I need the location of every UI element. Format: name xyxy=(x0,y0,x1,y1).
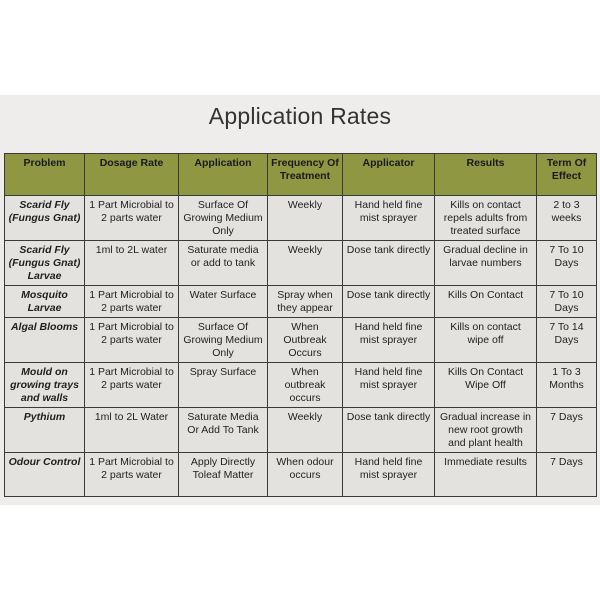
problem-cell: Algal Blooms xyxy=(5,318,85,363)
dosage-cell: 1 Part Microbial to 2 parts water xyxy=(85,286,179,318)
table-row xyxy=(5,196,597,241)
table-header-row xyxy=(5,154,597,196)
frequency-cell: When outbreak occurs xyxy=(268,363,343,408)
application-cell: Saturate Media Or Add To Tank xyxy=(179,408,268,453)
problem-cell: Scarid Fly (Fungus Gnat) Larvae xyxy=(5,241,85,286)
problem-cell: Pythium xyxy=(5,408,85,453)
applicator-cell: Dose tank directly xyxy=(343,408,435,453)
column-header: Problem xyxy=(5,154,85,196)
column-header: Results xyxy=(435,154,537,196)
term-cell: 7 To 10 Days xyxy=(537,241,597,286)
column-header: Term Of Effect xyxy=(537,154,597,196)
term-cell: 1 To 3 Months xyxy=(537,363,597,408)
table-row xyxy=(5,453,597,497)
table-row xyxy=(5,241,597,286)
applicator-cell: Hand held fine mist sprayer xyxy=(343,453,435,497)
frequency-cell: When Outbreak Occurs xyxy=(268,318,343,363)
application-cell: Surface Of Growing Medium Only xyxy=(179,318,268,363)
term-cell: 7 Days xyxy=(537,453,597,497)
table-row xyxy=(5,408,597,453)
applicator-cell: Hand held fine mist sprayer xyxy=(343,318,435,363)
problem-cell: Mosquito Larvae xyxy=(5,286,85,318)
table-row xyxy=(5,363,597,408)
application-cell: Apply Directly Toleaf Matter xyxy=(179,453,268,497)
term-cell: 7 Days xyxy=(537,408,597,453)
column-header: Application xyxy=(179,154,268,196)
results-cell: Immediate results xyxy=(435,453,537,497)
applicator-cell: Hand held fine mist sprayer xyxy=(343,363,435,408)
dosage-cell: 1 Part Microbial to 2 parts water xyxy=(85,453,179,497)
frequency-cell: Spray when they appear xyxy=(268,286,343,318)
applicator-cell: Hand held fine mist sprayer xyxy=(343,196,435,241)
results-cell: Gradual decline in larvae numbers xyxy=(435,241,537,286)
results-cell: Kills On Contact xyxy=(435,286,537,318)
column-header: Dosage Rate xyxy=(85,154,179,196)
table-row xyxy=(5,286,597,318)
term-cell: 2 to 3 weeks xyxy=(537,196,597,241)
problem-cell: Mould on growing trays and walls xyxy=(5,363,85,408)
dosage-cell: 1ml to 2L Water xyxy=(85,408,179,453)
frequency-cell: Weekly xyxy=(268,241,343,286)
dosage-cell: 1 Part Microbial to 2 parts water xyxy=(85,363,179,408)
results-cell: Kills On Contact Wipe Off xyxy=(435,363,537,408)
application-rates-table xyxy=(4,153,597,497)
dosage-cell: 1 Part Microbial to 2 parts water xyxy=(85,196,179,241)
results-cell: Kills on contact wipe off xyxy=(435,318,537,363)
application-cell: Saturate media or add to tank xyxy=(179,241,268,286)
frequency-cell: When odour occurs xyxy=(268,453,343,497)
problem-cell: Scarid Fly (Fungus Gnat) xyxy=(5,196,85,241)
problem-cell: Odour Control xyxy=(5,453,85,497)
column-header: Frequency Of Treatment xyxy=(268,154,343,196)
dosage-cell: 1ml to 2L water xyxy=(85,241,179,286)
application-cell: Spray Surface xyxy=(179,363,268,408)
column-header: Applicator xyxy=(343,154,435,196)
applicator-cell: Dose tank directly xyxy=(343,286,435,318)
application-cell: Surface Of Growing Medium Only xyxy=(179,196,268,241)
page-title: Application Rates xyxy=(208,103,392,129)
applicator-cell: Dose tank directly xyxy=(343,241,435,286)
frequency-cell: Weekly xyxy=(268,408,343,453)
term-cell: 7 To 14 Days xyxy=(537,318,597,363)
frequency-cell: Weekly xyxy=(268,196,343,241)
application-cell: Water Surface xyxy=(179,286,268,318)
term-cell: 7 To 10 Days xyxy=(537,286,597,318)
table-row xyxy=(5,318,597,363)
dosage-cell: 1 Part Microbial to 2 parts water xyxy=(85,318,179,363)
results-cell: Kills on contact repels adults from treated surface xyxy=(435,196,537,241)
results-cell: Gradual increase in new root growth and plant health xyxy=(435,408,537,453)
